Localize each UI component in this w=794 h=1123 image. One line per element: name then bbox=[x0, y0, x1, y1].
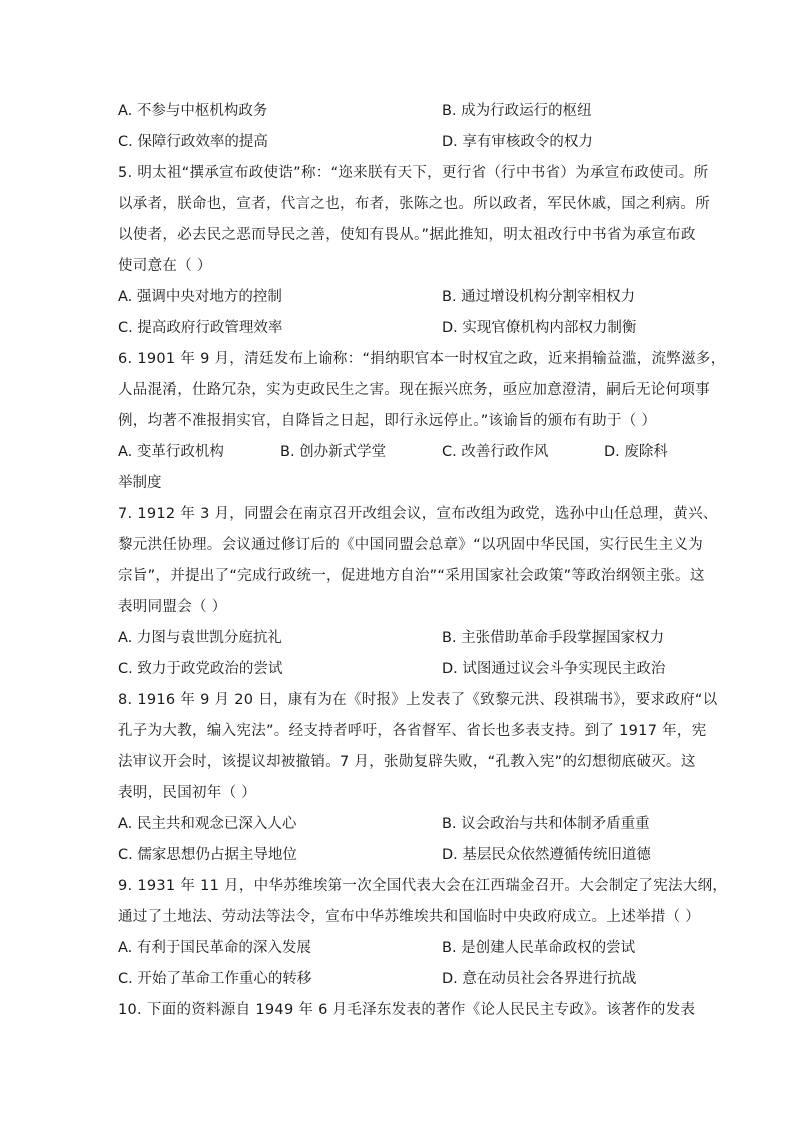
q7-stem-line-3: 宗旨”，并提出了“完成行政统一，促进地方自治”“采用国家社会政策”等政治纲领主张。这 bbox=[118, 568, 705, 584]
q9-stem-line-2: 通过了土地法、劳动法等法令，宣布中华苏维埃共和国临时中央政府成立。上述举措（ ） bbox=[118, 909, 701, 925]
q5-stem-line-3: 以使者，必去民之恶而导民之善，使知有畏从。”据此推知，明太祖改行中书省为承宣布政 bbox=[118, 227, 696, 243]
q7-stem-line-2: 黎元洪任协理。会议通过修订后的《中国同盟会总章》“以巩固中华民国，实行民生主义为 bbox=[118, 537, 704, 553]
q9-options-row-2 bbox=[118, 964, 678, 995]
q8-options-row-2 bbox=[118, 840, 678, 871]
q5-option-a[interactable]: A. 强调中央对地方的控制 bbox=[118, 289, 282, 305]
q6-option-a[interactable]: A. 变革行政机构 bbox=[118, 444, 224, 460]
q5-option-b[interactable]: B. 通过增设机构分割宰相权力 bbox=[442, 289, 636, 305]
q6-stem-line-2: 人品混淆，仕路冗杂，实为吏政民生之害。现在振兴庶务，亟应加意澄清，嗣后无论何项事 bbox=[118, 382, 710, 398]
q8-option-c[interactable]: C. 儒家思想仍占据主导地位 bbox=[118, 847, 297, 863]
q6-stem-line-3: 例，均著不准报捐实官，自降旨之日起，即行永远停止。”该谕旨的颁布有助于（ ） bbox=[118, 413, 657, 429]
q9-option-b[interactable]: B. 是创建人民革命政权的尝试 bbox=[442, 940, 636, 956]
q8-options-row-1 bbox=[118, 809, 678, 840]
q6-stem-line-1: 6. 1901 年 9 月，清廷发布上谕称：“捐纳职官本一时权宜之政，近来捐输益滥，流弊滋多， bbox=[118, 351, 726, 367]
q8-stem-line-2: 孔子为大教，编入宪法”。经支持者呼吁，各省督军、省长也多表支持。到了 1917 年，宪 bbox=[118, 723, 707, 739]
q9-option-d[interactable]: D. 意在动员社会各界进行抗战 bbox=[442, 971, 637, 987]
q8-option-a[interactable]: A. 民主共和观念已深入人心 bbox=[118, 816, 297, 832]
q4-option-c[interactable]: C. 保障行政效率的提高 bbox=[118, 134, 268, 150]
q4-option-d[interactable]: D. 享有审核政令的权力 bbox=[442, 134, 593, 150]
q10-stem-line-1: 10. 下面的资料源自 1949 年 6 月毛泽东发表的著作《论人民民主专政》。该著作的发表 bbox=[118, 1002, 696, 1018]
q6-option-d[interactable]: D. 废除科 bbox=[604, 444, 668, 460]
q9-options-row-1 bbox=[118, 933, 678, 964]
q7-options-row-1 bbox=[118, 623, 678, 654]
q5-stem-line-4: 使司意在（ ） bbox=[118, 258, 212, 274]
q7-option-b[interactable]: B. 主张借助革命手段掌握国家权力 bbox=[442, 630, 665, 646]
q7-options-row-2 bbox=[118, 654, 678, 685]
q9-option-c[interactable]: C. 开始了革命工作重心的转移 bbox=[118, 971, 312, 987]
q8-option-d[interactable]: D. 基层民众依然遵循传统旧道德 bbox=[442, 847, 651, 863]
q7-option-c[interactable]: C. 致力于政党政治的尝试 bbox=[118, 661, 283, 677]
q5-options-row-2 bbox=[118, 313, 678, 344]
exam-page bbox=[118, 96, 728, 1026]
q7-option-d[interactable]: D. 试图通过议会斗争实现民主政治 bbox=[442, 661, 666, 677]
q5-option-d[interactable]: D. 实现官僚机构内部权力制衡 bbox=[442, 320, 637, 336]
q6-option-c[interactable]: C. 改善行政作风 bbox=[442, 444, 549, 460]
q6-option-d-continuation: 举制度 bbox=[118, 475, 162, 491]
q4-options-row-1 bbox=[118, 96, 678, 127]
q4-option-a[interactable]: A. 不参与中枢机构政务 bbox=[118, 103, 268, 119]
q7-stem-line-1: 7. 1912 年 3 月，同盟会在南京召开改组会议，宣布改组为政党，选孙中山任总理，黄兴、 bbox=[118, 506, 718, 522]
q4-options-row-2 bbox=[118, 127, 678, 158]
q8-option-b[interactable]: B. 议会政治与共和体制矛盾重重 bbox=[442, 816, 650, 832]
q8-stem-line-3: 法审议开会时，该提议却被撤销。7 月，张勋复辟失败，“孔教入宪”的幻想彻底破灭。这 bbox=[118, 754, 696, 770]
q5-options-row-1 bbox=[118, 282, 678, 313]
q7-option-a[interactable]: A. 力图与袁世凯分庭抗礼 bbox=[118, 630, 282, 646]
q5-option-c[interactable]: C. 提高政府行政管理效率 bbox=[118, 320, 283, 336]
q5-stem-line-1: 5. 明太祖“撰承宣布政使诰”称：“迩来朕有天下，更行省（行中书省）为承宣布政使司。所 bbox=[118, 165, 709, 181]
q8-stem-line-4: 表明，民国初年（ ） bbox=[118, 785, 257, 801]
q9-stem-line-1: 9. 1931 年 11 月，中华苏维埃第一次全国代表大会在江西瑞金召开。大会制定了宪法大纲， bbox=[118, 878, 728, 894]
q9-option-a[interactable]: A. 有利于国民革命的深入发展 bbox=[118, 940, 311, 956]
q8-stem-line-1: 8. 1916 年 9 月 20 日，康有为在《时报》上发表了《致黎元洪、段祺瑞书》，要求政府“以 bbox=[118, 692, 718, 708]
q6-option-b[interactable]: B. 创办新式学堂 bbox=[280, 444, 387, 460]
q6-options-row bbox=[118, 437, 678, 468]
q4-option-b[interactable]: B. 成为行政运行的枢纽 bbox=[442, 103, 592, 119]
q7-stem-line-4: 表明同盟会（ ） bbox=[118, 599, 227, 615]
q5-stem-line-2: 以承者，朕命也，宣者，代言之也，布者，张陈之也。所以政者，军民休戚，国之利病。所 bbox=[118, 196, 710, 212]
